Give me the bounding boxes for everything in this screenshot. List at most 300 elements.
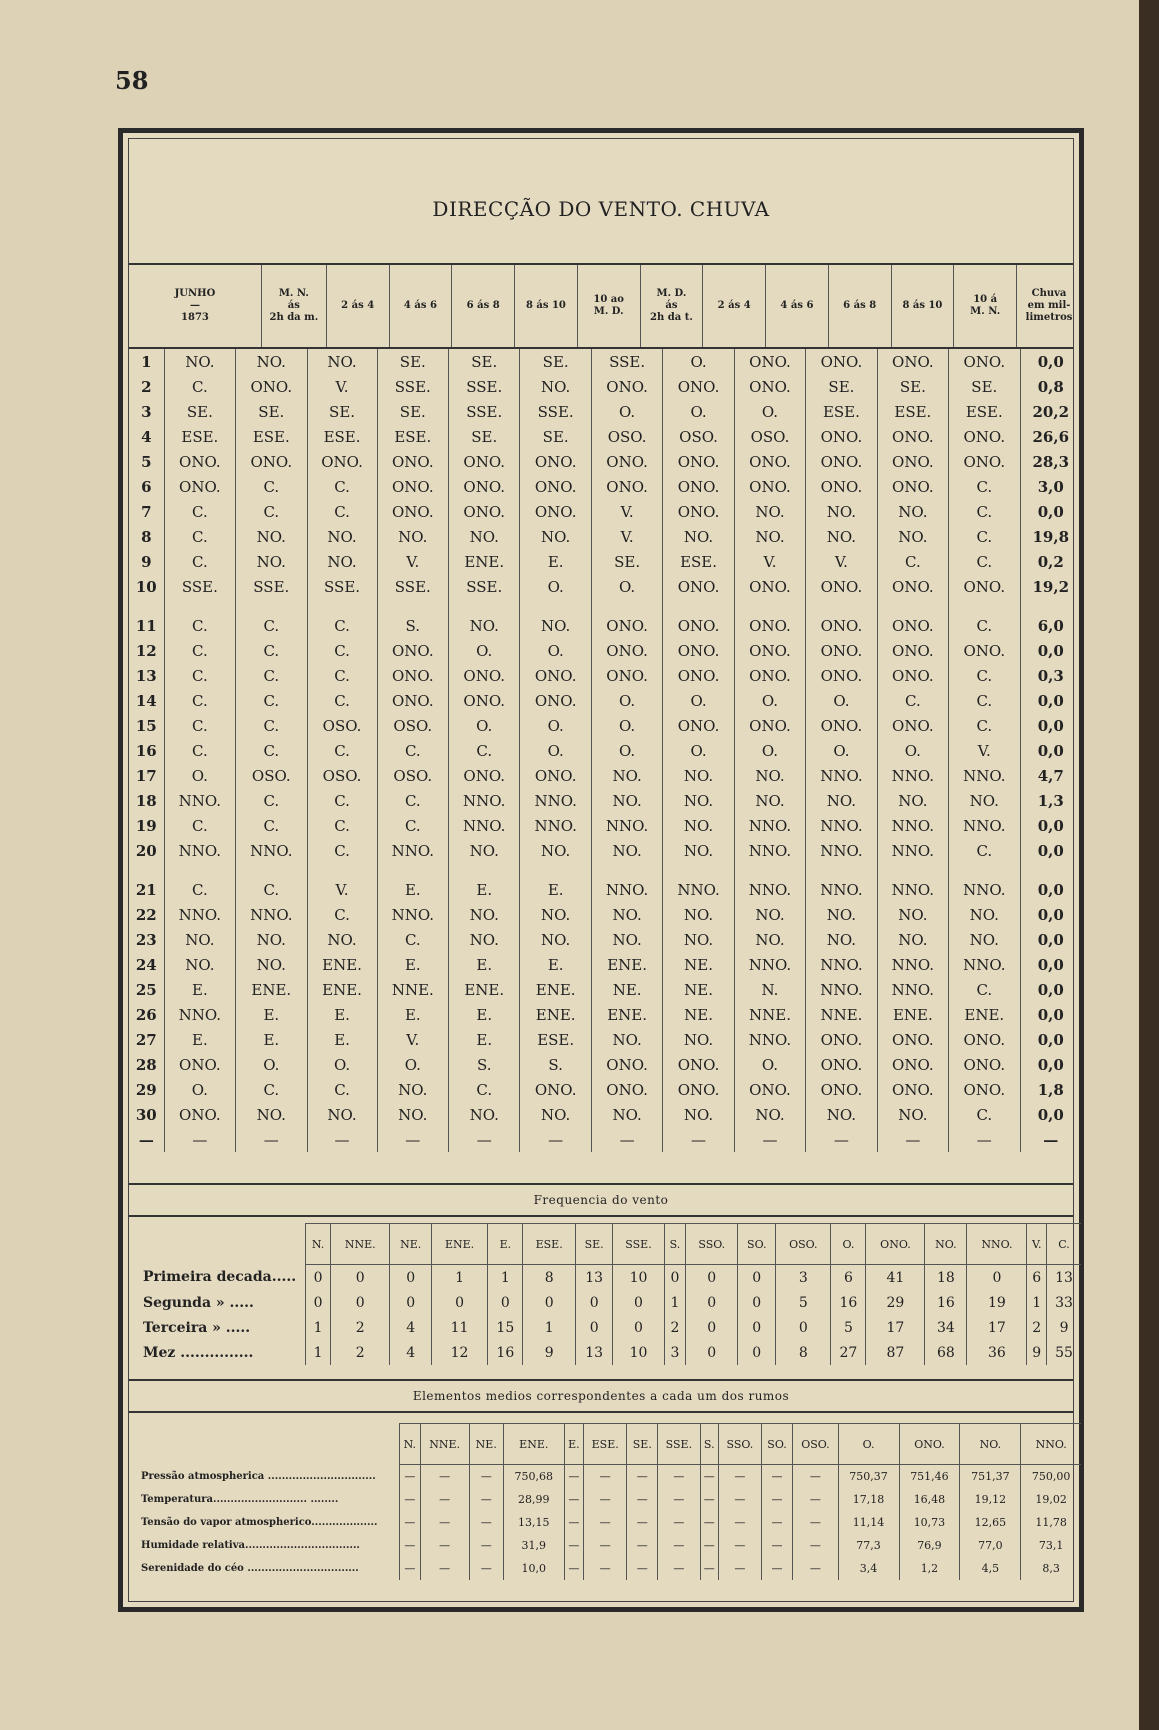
day-cell: 23 — [135, 930, 157, 949]
elem-col-header: S. — [700, 1424, 719, 1465]
gap-cell — [949, 863, 1020, 877]
elem-value: — — [627, 1511, 658, 1534]
day-cell: 10 — [135, 577, 157, 596]
elem-value: — — [469, 1534, 503, 1557]
wind-cell: C. — [949, 474, 1020, 499]
wind-cell: SE. — [806, 374, 877, 399]
elem-value: — — [700, 1534, 719, 1557]
wind-cell: O. — [877, 738, 948, 763]
wind-cell: ONO. — [806, 1027, 877, 1052]
wind-cell: O. — [520, 574, 591, 599]
dash-cell: — — [307, 1127, 377, 1152]
wind-cell: ENE. — [877, 1002, 948, 1027]
wind-cell: C. — [236, 474, 307, 499]
wind-cell: SE. — [449, 349, 520, 374]
wind-cell: SSE. — [449, 399, 520, 424]
wind-cell: E. — [307, 1002, 377, 1027]
wind-cell: NO. — [877, 1102, 948, 1127]
wind-cell: ESE. — [877, 399, 948, 424]
wind-cell: SE. — [591, 549, 662, 574]
freq-value: 18 — [925, 1265, 967, 1291]
elem-col-header: NO. — [960, 1424, 1021, 1465]
wind-cell: SE. — [520, 424, 591, 449]
wind-cell: ENE. — [591, 1002, 662, 1027]
freq-col-header: SO. — [738, 1224, 776, 1265]
gap-cell — [307, 863, 377, 877]
day-cell: 17 — [135, 766, 157, 785]
wind-cell: NNO. — [663, 877, 734, 902]
elem-value: — — [400, 1557, 421, 1580]
day-cell: 6 — [141, 477, 152, 496]
wind-cell: NO. — [520, 838, 591, 863]
gap-cell — [377, 863, 448, 877]
wind-cell: ONO. — [377, 499, 448, 524]
wind-cell: C. — [949, 663, 1020, 688]
wind-cell: NO. — [236, 349, 307, 374]
elem-value: 8,3 — [1021, 1557, 1081, 1580]
wind-cell: NNO. — [734, 813, 805, 838]
freq-value: 5 — [831, 1315, 866, 1340]
freq-value: 0 — [686, 1265, 738, 1291]
wind-cell: SE. — [449, 424, 520, 449]
rain-cell: 0,0 — [1020, 1052, 1081, 1077]
divider — [129, 1379, 1073, 1381]
gap-cell — [164, 863, 235, 877]
wind-cell: NO. — [164, 952, 235, 977]
freq-value: 8 — [523, 1265, 575, 1291]
elem-header-row — [129, 1424, 1081, 1465]
wind-cell: NNO. — [806, 838, 877, 863]
wind-cell: NNO. — [449, 788, 520, 813]
wind-cell: ENE. — [520, 977, 591, 1002]
wind-cell: NNO. — [164, 902, 235, 927]
wind-cell: NO. — [449, 613, 520, 638]
wind-cell: ESE. — [377, 424, 448, 449]
wind-cell: ONO. — [663, 474, 734, 499]
freq-value: 6 — [1027, 1265, 1047, 1291]
wind-cell: ONO. — [520, 663, 591, 688]
freq-value: 2 — [1027, 1315, 1047, 1340]
wind-cell: E. — [449, 952, 520, 977]
wind-cell: NO. — [806, 927, 877, 952]
wind-cell: ONO. — [734, 638, 805, 663]
wind-cell: ONO. — [236, 449, 307, 474]
header-line: 1873 — [181, 312, 209, 323]
wind-cell: E. — [377, 952, 448, 977]
elem-value: — — [658, 1488, 700, 1511]
wind-cell: C. — [949, 977, 1020, 1002]
elem-value: — — [420, 1534, 469, 1557]
elem-value: — — [627, 1534, 658, 1557]
rain-cell: 0,0 — [1020, 349, 1081, 374]
wind-cell: C. — [164, 713, 235, 738]
wind-cell: E. — [377, 1002, 448, 1027]
freq-col-header: NO. — [925, 1224, 967, 1265]
wind-cell: NNO. — [806, 877, 877, 902]
freq-value: 16 — [925, 1290, 967, 1315]
freq-value: 1 — [488, 1265, 523, 1291]
wind-cell: NO. — [520, 1102, 591, 1127]
wind-cell: OSO. — [307, 713, 377, 738]
wind-cell: C. — [949, 549, 1020, 574]
wind-cell: ONO. — [377, 474, 448, 499]
wind-cell: ENE. — [949, 1002, 1020, 1027]
wind-cell: ONO. — [806, 663, 877, 688]
wind-cell: ONO. — [663, 374, 734, 399]
elem-value: — — [469, 1488, 503, 1511]
elem-value: — — [719, 1511, 762, 1534]
header-line: em mil- — [1027, 300, 1071, 311]
dash-cell: — — [1020, 1127, 1081, 1152]
freq-value: 0 — [776, 1315, 831, 1340]
header-line: ás — [665, 300, 678, 311]
wind-cell: S. — [449, 1052, 520, 1077]
freq-corner — [129, 1224, 306, 1265]
elem-value: 19,02 — [1021, 1488, 1081, 1511]
freq-value: 3 — [664, 1340, 686, 1365]
table-row — [129, 952, 1081, 977]
elem-value: — — [469, 1511, 503, 1534]
freq-value: 0 — [738, 1340, 776, 1365]
elem-value: — — [658, 1465, 700, 1489]
wind-cell: NNO. — [164, 788, 235, 813]
wind-cell: NNO. — [520, 813, 591, 838]
rain-cell: 0,0 — [1020, 713, 1081, 738]
wind-cell: N. — [734, 977, 805, 1002]
wind-cell: NO. — [734, 763, 805, 788]
day-cell: 3 — [141, 402, 152, 421]
wind-cell: SSE. — [449, 574, 520, 599]
rain-cell: 0,0 — [1020, 977, 1081, 1002]
wind-cell: ENE. — [236, 977, 307, 1002]
wind-cell: V. — [307, 374, 377, 399]
wind-cell: NO. — [663, 902, 734, 927]
day-cell: 14 — [135, 691, 157, 710]
wind-cell: O. — [591, 399, 662, 424]
freq-value: 0 — [738, 1290, 776, 1315]
wind-cell: V. — [591, 524, 662, 549]
freq-row-label: Segunda » ..... — [143, 1294, 254, 1311]
wind-cell: ONO. — [591, 1077, 662, 1102]
freq-value: 2 — [331, 1340, 390, 1365]
wind-cell: OSO. — [377, 763, 448, 788]
freq-title: Frequencia do vento — [533, 1193, 669, 1207]
wind-cell: ONO. — [949, 1052, 1020, 1077]
elem-col-header: O. — [838, 1424, 899, 1465]
wind-cell: ENE. — [449, 549, 520, 574]
freq-value: 0 — [523, 1290, 575, 1315]
wind-cell: NO. — [164, 349, 235, 374]
wind-cell: ONO. — [520, 1077, 591, 1102]
wind-cell: E. — [449, 877, 520, 902]
wind-cell: NNO. — [877, 977, 948, 1002]
wind-cell: ONO. — [663, 663, 734, 688]
elem-value: — — [420, 1557, 469, 1580]
freq-value: 0 — [967, 1265, 1027, 1291]
wind-cell: NO. — [307, 549, 377, 574]
wind-cell: NNO. — [877, 877, 948, 902]
wind-cell: C. — [949, 613, 1020, 638]
gap-cell — [236, 599, 307, 613]
freq-value: 68 — [925, 1340, 967, 1365]
dash-cell: — — [520, 1127, 591, 1152]
wind-cell: ONO. — [734, 349, 805, 374]
wind-cell: ONO. — [806, 474, 877, 499]
wind-cell: ONO. — [734, 1077, 805, 1102]
wind-cell: ESE. — [520, 1027, 591, 1052]
freq-value: 9 — [1047, 1315, 1081, 1340]
header-period — [577, 265, 640, 347]
table-row — [129, 977, 1081, 1002]
rain-cell: 0,0 — [1020, 1002, 1081, 1027]
rain-cell: 19,2 — [1020, 574, 1081, 599]
header-rain — [1017, 265, 1081, 347]
freq-value: 0 — [686, 1315, 738, 1340]
wind-cell: ONO. — [877, 713, 948, 738]
wind-cell: NNO. — [164, 838, 235, 863]
header-line: 10 á — [973, 294, 998, 305]
table-row — [129, 838, 1081, 863]
rain-cell: 0,0 — [1020, 813, 1081, 838]
freq-value: 5 — [776, 1290, 831, 1315]
elem-value: 77,0 — [960, 1534, 1021, 1557]
table-row — [129, 549, 1081, 574]
elem-value: — — [400, 1488, 421, 1511]
wind-cell: NO. — [877, 499, 948, 524]
freq-value: 16 — [831, 1290, 866, 1315]
freq-value: 4 — [390, 1340, 431, 1365]
elem-row — [129, 1534, 1081, 1557]
wind-cell: ONO. — [449, 474, 520, 499]
gap-cell — [129, 599, 164, 613]
table-frame — [118, 128, 1084, 1612]
freq-value: 1 — [523, 1315, 575, 1340]
table-row — [129, 574, 1081, 599]
wind-cell: O. — [734, 1052, 805, 1077]
wind-cell: E. — [449, 1027, 520, 1052]
wind-cell: C. — [449, 1077, 520, 1102]
day-cell: 26 — [135, 1005, 157, 1024]
wind-cell: SE. — [164, 399, 235, 424]
rain-cell: 6,0 — [1020, 613, 1081, 638]
day-cell: 8 — [141, 527, 152, 546]
wind-cell: E. — [236, 1002, 307, 1027]
wind-cell: ONO. — [734, 574, 805, 599]
freq-value: 0 — [738, 1315, 776, 1340]
wind-cell: NO. — [164, 927, 235, 952]
header-period — [703, 265, 766, 347]
header-line: 2 ás 4 — [717, 300, 751, 311]
wind-cell: V. — [806, 549, 877, 574]
wind-cell: C. — [449, 738, 520, 763]
wind-cell: ONO. — [520, 449, 591, 474]
table-row — [129, 1102, 1081, 1127]
wind-cell: O. — [663, 688, 734, 713]
elem-value: — — [584, 1488, 627, 1511]
freq-value: 0 — [738, 1265, 776, 1291]
gap-cell — [449, 863, 520, 877]
rain-cell: 0,8 — [1020, 374, 1081, 399]
freq-col-header: ESE. — [523, 1224, 575, 1265]
wind-cell: ONO. — [663, 638, 734, 663]
wind-cell: C. — [307, 738, 377, 763]
freq-value: 13 — [575, 1340, 612, 1365]
wind-cell: O. — [663, 349, 734, 374]
wind-cell: C. — [164, 638, 235, 663]
elem-value: — — [761, 1465, 792, 1489]
elem-value: — — [761, 1534, 792, 1557]
elem-value: — — [584, 1534, 627, 1557]
elem-col-header: SSE. — [658, 1424, 700, 1465]
wind-cell: ONO. — [663, 449, 734, 474]
decade-gap — [129, 599, 1081, 613]
freq-col-header: NNE. — [331, 1224, 390, 1265]
elem-value: 73,1 — [1021, 1534, 1081, 1557]
table-row — [129, 713, 1081, 738]
header-line: Chuva — [1031, 288, 1067, 299]
elem-col-header: OSO. — [793, 1424, 838, 1465]
wind-cell: OSO. — [307, 763, 377, 788]
elem-value: — — [793, 1465, 838, 1489]
day-cell: 15 — [135, 716, 157, 735]
wind-cell: C. — [164, 499, 235, 524]
elem-value: 17,18 — [838, 1488, 899, 1511]
gap-cell — [1020, 599, 1081, 613]
table-row — [129, 1077, 1081, 1102]
wind-cell: NNO. — [949, 877, 1020, 902]
wind-cell: NO. — [734, 902, 805, 927]
header-line: 8 ás 10 — [902, 300, 943, 311]
wind-cell: NNO. — [164, 1002, 235, 1027]
wind-cell: NO. — [591, 763, 662, 788]
freq-value: 19 — [967, 1290, 1027, 1315]
wind-cell: NO. — [377, 1102, 448, 1127]
header-period — [891, 265, 954, 347]
elem-col-header: NNE. — [420, 1424, 469, 1465]
elem-value: — — [700, 1557, 719, 1580]
table-row — [129, 688, 1081, 713]
elem-row — [129, 1511, 1081, 1534]
gap-cell — [449, 599, 520, 613]
freq-col-header: SE. — [575, 1224, 612, 1265]
freq-value: 2 — [331, 1315, 390, 1340]
elem-value: — — [584, 1557, 627, 1580]
wind-cell: ONO. — [164, 1102, 235, 1127]
dash-cell: — — [663, 1127, 734, 1152]
freq-value: 34 — [925, 1315, 967, 1340]
wind-cell: SSE. — [520, 399, 591, 424]
gap-cell — [591, 863, 662, 877]
table-row — [129, 813, 1081, 838]
elem-value: 751,37 — [960, 1465, 1021, 1489]
wind-cell: C. — [236, 738, 307, 763]
wind-cell: ONO. — [806, 713, 877, 738]
wind-cell: ONO. — [591, 613, 662, 638]
wind-cell: OSO. — [236, 763, 307, 788]
elem-value: 10,73 — [899, 1511, 960, 1534]
freq-value: 0 — [686, 1340, 738, 1365]
header-line: limetros — [1025, 312, 1073, 323]
wind-cell: ONO. — [949, 638, 1020, 663]
wind-cell: C. — [949, 688, 1020, 713]
wind-cell: NNO. — [877, 838, 948, 863]
wind-cell: C. — [236, 813, 307, 838]
gap-cell — [520, 599, 591, 613]
wind-cell: C. — [307, 1077, 377, 1102]
elem-value: — — [584, 1465, 627, 1489]
wind-cell: C. — [307, 499, 377, 524]
wind-cell: NE. — [663, 977, 734, 1002]
header-period — [515, 265, 578, 347]
wind-cell: ONO. — [949, 449, 1020, 474]
day-cell: 13 — [135, 666, 157, 685]
gap-cell — [663, 599, 734, 613]
rain-cell: 1,3 — [1020, 788, 1081, 813]
elem-row-label: Temperatura........................... ........ — [141, 1494, 339, 1505]
wind-cell: NE. — [591, 977, 662, 1002]
elem-col-header: SE. — [627, 1424, 658, 1465]
wind-cell: C. — [377, 788, 448, 813]
wind-cell: V. — [949, 738, 1020, 763]
header-line: 2h da m. — [269, 312, 319, 323]
wind-cell: ONO. — [877, 638, 948, 663]
wind-cell: C. — [236, 663, 307, 688]
wind-cell: ONO. — [377, 449, 448, 474]
rain-cell: 28,3 — [1020, 449, 1081, 474]
wind-cell: NO. — [236, 524, 307, 549]
wind-cell: NO. — [307, 349, 377, 374]
wind-cell: ONO. — [377, 688, 448, 713]
wind-cell: ONO. — [877, 574, 948, 599]
elem-value: — — [761, 1557, 792, 1580]
wind-cell: ONO. — [949, 349, 1020, 374]
gap-cell — [1020, 863, 1081, 877]
rain-cell: 1,8 — [1020, 1077, 1081, 1102]
wind-cell: OSO. — [663, 424, 734, 449]
wind-cell: NO. — [663, 927, 734, 952]
wind-cell: C. — [164, 813, 235, 838]
wind-cell: O. — [591, 574, 662, 599]
wind-cell: ONO. — [663, 613, 734, 638]
wind-cell: ONO. — [806, 574, 877, 599]
table-row — [129, 788, 1081, 813]
wind-cell: NNO. — [734, 838, 805, 863]
elem-value: — — [564, 1511, 583, 1534]
wind-cell: NNO. — [806, 813, 877, 838]
elem-value: 3,4 — [838, 1557, 899, 1580]
wind-cell: NO. — [663, 524, 734, 549]
wind-cell: O. — [734, 688, 805, 713]
wind-cell: NO. — [307, 1102, 377, 1127]
elem-col-header: E. — [564, 1424, 583, 1465]
freq-row-label: Terceira » ..... — [143, 1319, 251, 1336]
table-row — [129, 1052, 1081, 1077]
gap-cell — [806, 599, 877, 613]
wind-cell: OSO. — [734, 424, 805, 449]
day-cell: 2 — [141, 377, 152, 396]
wind-cell: NNO. — [591, 877, 662, 902]
elem-col-header: SSO. — [719, 1424, 762, 1465]
wind-cell: C. — [164, 524, 235, 549]
freq-value: 13 — [575, 1265, 612, 1291]
rain-cell: 3,0 — [1020, 474, 1081, 499]
wind-cell: E. — [520, 952, 591, 977]
wind-cell: E. — [164, 977, 235, 1002]
freq-value: 17 — [967, 1315, 1027, 1340]
wind-cell: E. — [449, 1002, 520, 1027]
header-line: 2h da t. — [650, 312, 693, 323]
wind-cell: O. — [663, 738, 734, 763]
